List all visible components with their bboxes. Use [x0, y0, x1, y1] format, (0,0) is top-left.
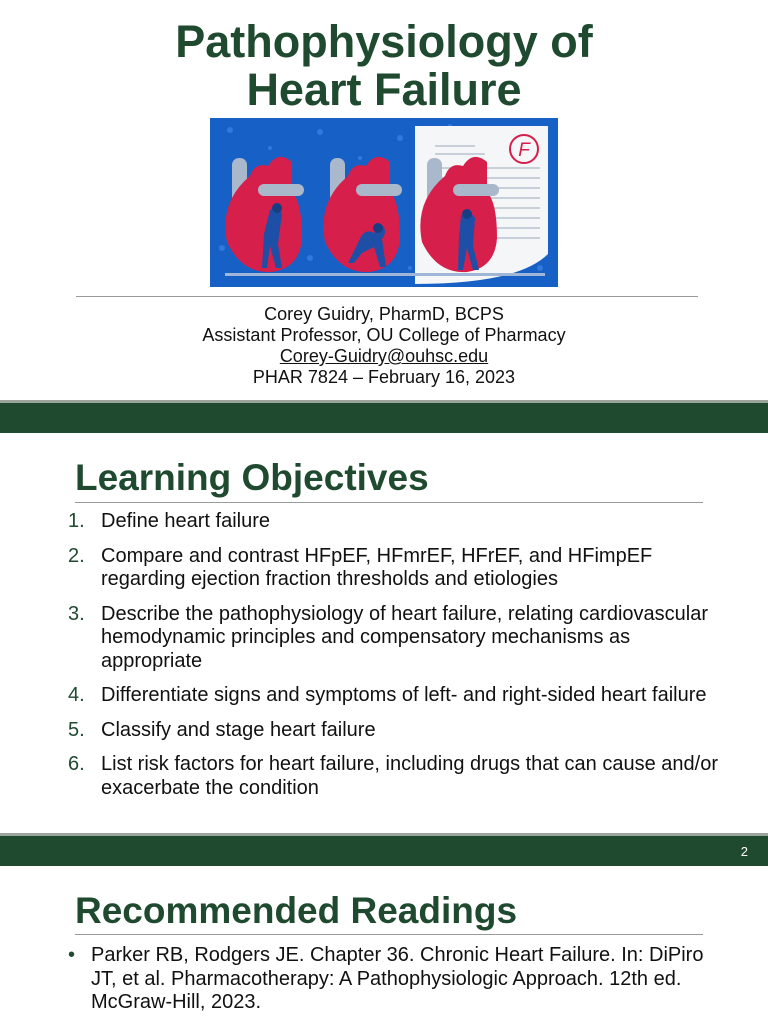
- heading-rule: [75, 502, 703, 503]
- bullet: •: [68, 944, 76, 966]
- heart-failure-illustration: [210, 118, 558, 287]
- list-item: [68, 684, 718, 708]
- author-position: Assistant Professor, OU College of Pharmacy: [202, 325, 566, 345]
- slide-footer-band: [0, 400, 768, 433]
- item-number: 5.: [68, 718, 85, 741]
- item-text: List risk factors for heart failure, including drugs that can cause and/or exacerbate the condition: [101, 753, 718, 799]
- slide-heading: Recommended Readings: [75, 890, 518, 931]
- course-date: PHAR 7824 – February 16, 2023: [252, 367, 516, 387]
- list-item: [68, 753, 718, 800]
- slide-footer-band: [0, 833, 768, 866]
- item-text: Classify and stage heart failure: [101, 718, 376, 741]
- list-item: [68, 944, 718, 1015]
- item-number: 2.: [68, 544, 85, 567]
- readings-list: [68, 944, 718, 1015]
- item-text: Differentiate signs and symptoms of left- and right-sided heart failure: [101, 684, 707, 706]
- item-number: 3.: [68, 602, 85, 625]
- divider: [76, 296, 698, 297]
- list-item: [68, 545, 718, 592]
- objectives-list: [68, 510, 718, 811]
- list-item: [68, 603, 718, 674]
- item-number: 4.: [68, 684, 85, 706]
- heading-rule: [75, 934, 703, 935]
- recommended-readings-slide: [0, 866, 768, 1024]
- title-line-2: Heart Failure: [246, 64, 522, 115]
- grade-text: F: [518, 140, 530, 161]
- author-name: Corey Guidry, PharmD, BCPS: [264, 304, 504, 324]
- learning-objectives-slide: [0, 433, 768, 833]
- title-slide: [0, 0, 768, 400]
- item-text: Describe the pathophysiology of heart failure, relating cardiovascular hemodynamic principles and compensatory mechanisms as appropriate: [101, 602, 709, 672]
- list-item: [68, 510, 718, 534]
- item-number: 1.: [68, 510, 85, 532]
- page-number: 2: [740, 844, 748, 859]
- item-text: Define heart failure: [101, 510, 270, 532]
- item-text: Compare and contrast HFpEF, HFmrEF, HFrEF, and HFimpEF regarding ejection fraction thresholds and etiologies: [101, 544, 653, 590]
- byline: [0, 304, 768, 388]
- item-number: 6.: [68, 753, 85, 775]
- author-email-link[interactable]: Corey-Guidry@ouhsc.edu: [279, 346, 489, 366]
- item-text: Parker RB, Rodgers JE. Chapter 36. Chronic Heart Failure. In: DiPiro JT, et al. Pharmacotherapy: A Pathophysiologic Approach. 12th ed. McGraw-Hill, 2023.: [91, 944, 704, 1013]
- slide-title: [0, 18, 768, 114]
- title-line-1: Pathophysiology of: [175, 16, 593, 67]
- slide-heading: Learning Objectives: [75, 457, 429, 498]
- list-item: [68, 719, 718, 743]
